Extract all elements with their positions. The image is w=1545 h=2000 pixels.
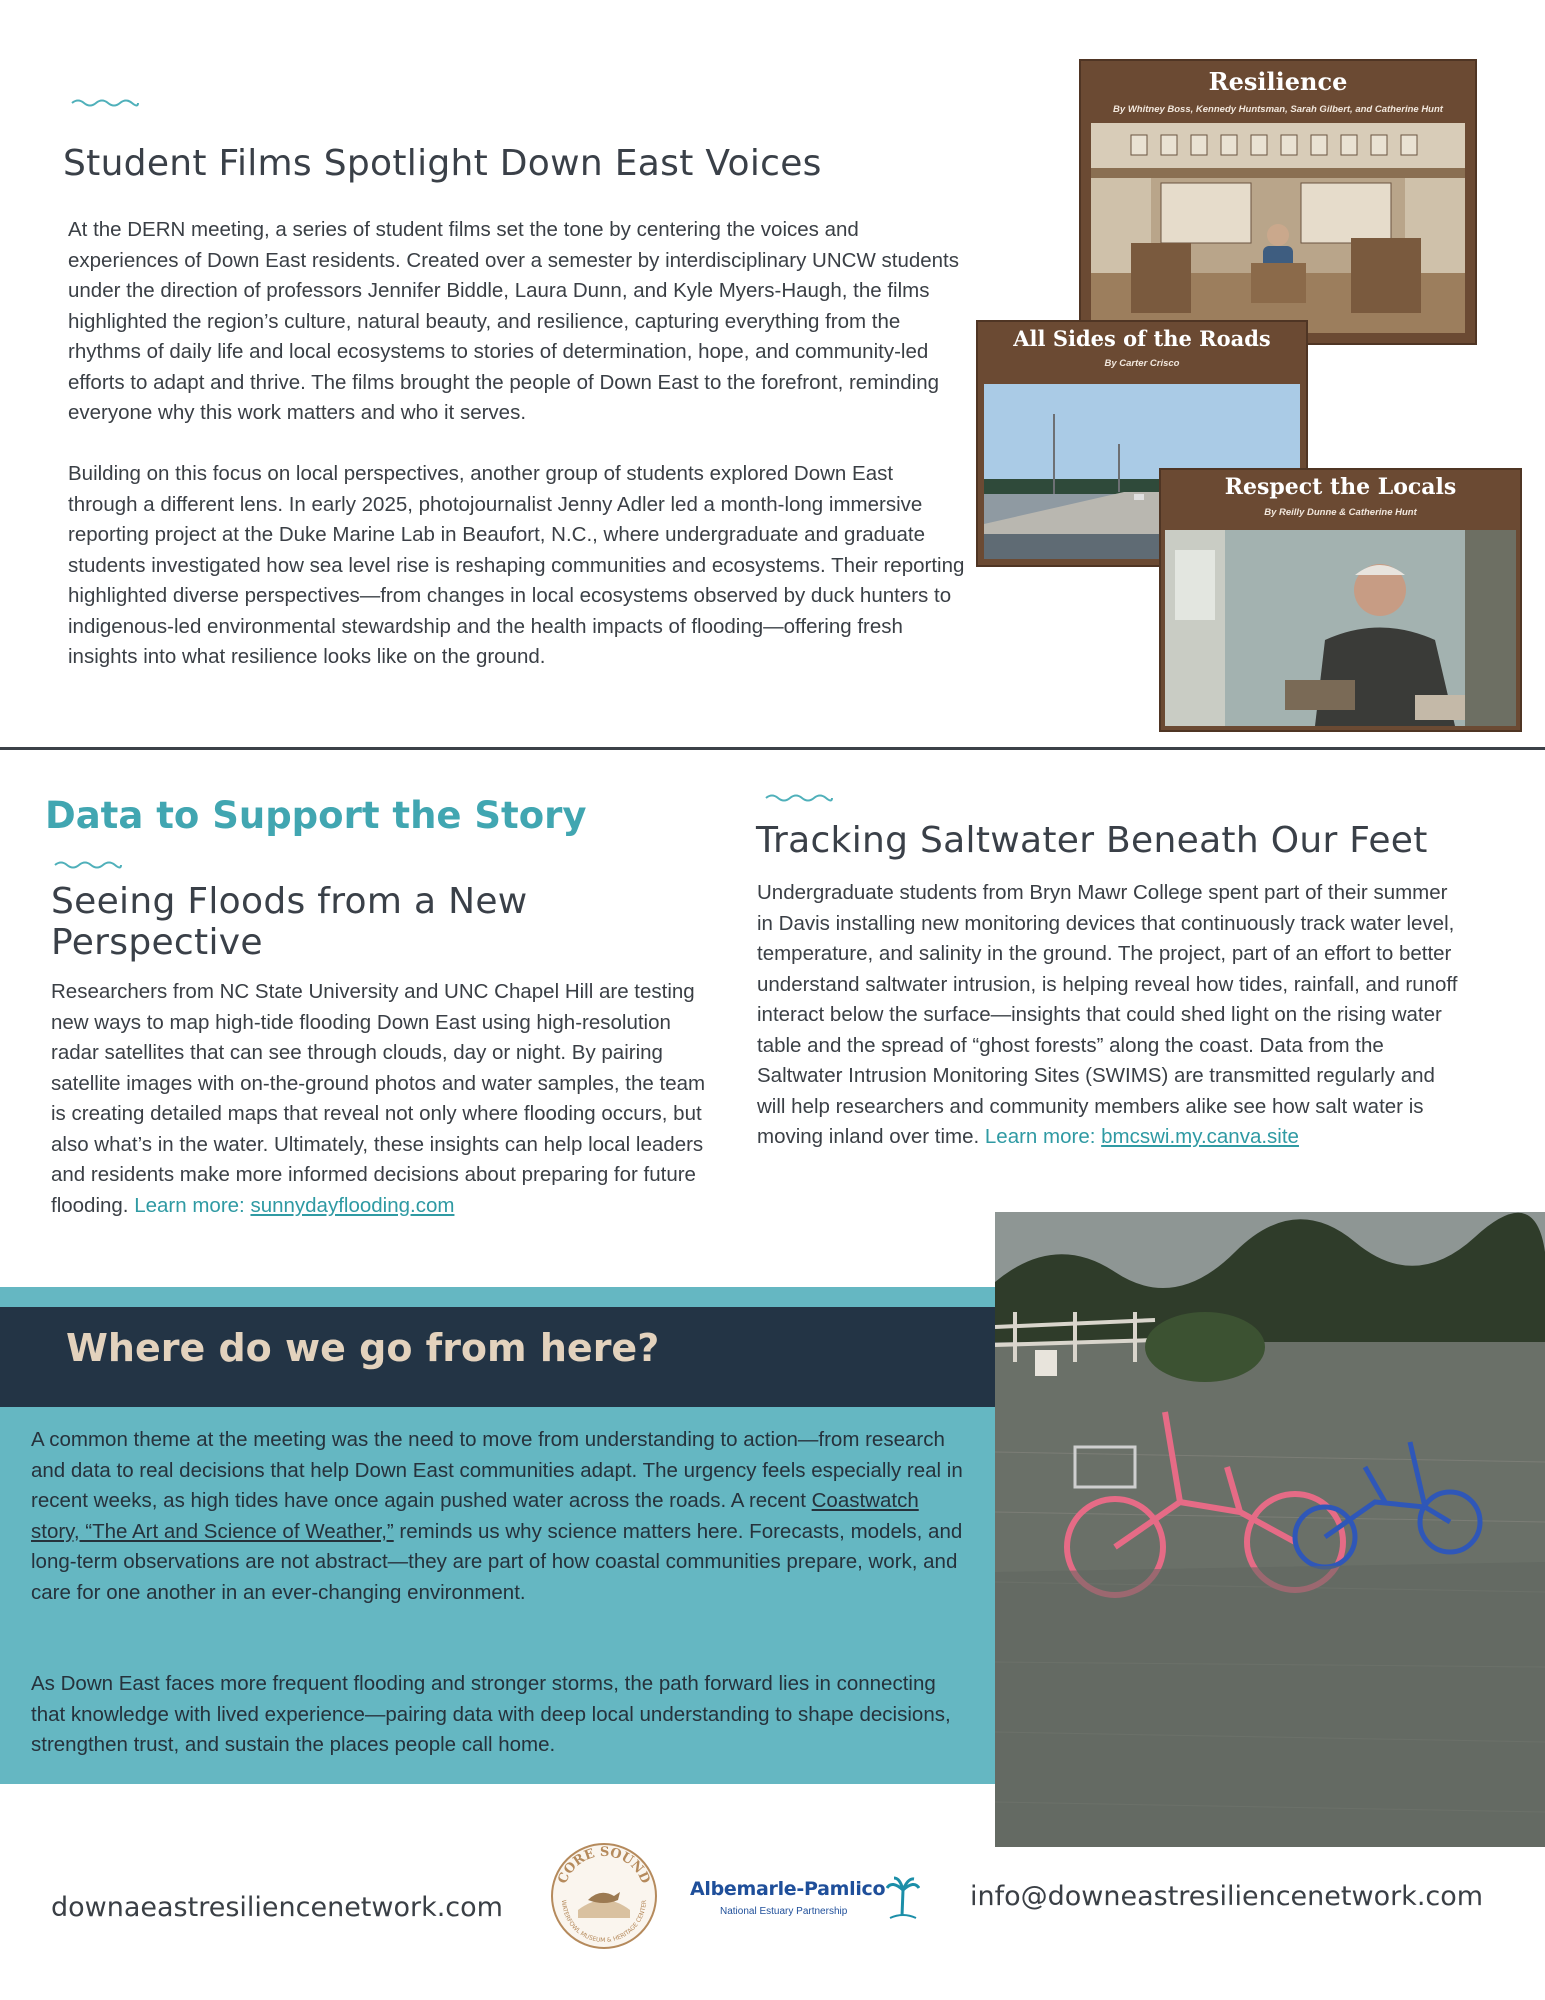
film-still-museum-interior [1091,123,1465,333]
core-sound-logo-text: CORE SOUND [555,1844,653,1887]
top-article-title: Student Films Spotlight Down East Voices [63,143,822,184]
saltwater-article-title: Tracking Saltwater Beneath Our Feet [756,820,1428,861]
where-section-title: Where do we go from here? [66,1326,660,1370]
footer-website[interactable]: downaeastresiliencenetwork.com [51,1892,503,1923]
wave-ornament-icon [53,859,123,871]
saltwater-learn-more-label: Learn more: [984,1125,1096,1148]
core-sound-logo-subtext: WATERFOWL MUSEUM & HERITAGE CENTER [559,1899,649,1945]
core-sound-logo [548,1840,660,1952]
film-credit: By Reilly Dunne & Catherine Hunt [1264,507,1417,518]
wave-ornament-icon [764,792,834,804]
where-p1-after: reminds us why science matters here. Forecasts, models, and long-term observations are not abstract—they are part of how coastal communities prepare, work, and care for one another in an ever-changing environment. [31,1519,963,1604]
floods-article-body [51,977,713,1221]
floods-article-text: Researchers from NC State University and UNC Chapel Hill are testing new ways to map high-tide flooding Down East using high-resolution radar satellites that can see through clouds, day or night. By pairing satellite images with on-the-ground photos and water samples, the team is creating detailed maps that reveal not only where flooding occurs, but also what’s in the water. Ultimately, these insights can help local leaders and residents make more informed decisions about preparing for future flooding. [51,980,706,1217]
film-title: All Sides of the Roads [1013,326,1271,351]
data-section-heading: Data to Support the Story [45,794,587,837]
where-paragraph-2: As Down East faces more frequent flooding and stronger storms, the path forward lies in connecting that knowledge with lived experience—pairing data with deep local understanding to shape decisions, strengthen trust, and sustain the places people call home. [31,1672,951,1756]
film-card-respect-the-locals[interactable] [1159,468,1522,732]
palm-tree-icon [886,1876,920,1920]
saltwater-article-body [757,878,1469,1153]
floods-learn-more-link[interactable]: sunnydayflooding.com [250,1193,455,1217]
where-paragraph-1 [31,1425,971,1608]
floods-learn-more-label: Learn more: [134,1193,245,1217]
wave-ornament-icon [70,97,140,109]
film-credit: By Carter Crisco [1104,358,1180,369]
coastwatch-story-link[interactable]: Coastwatch story, “The Art and Science of Weather,” [31,1489,919,1543]
apnep-logo-subtitle: National Estuary Partnership [720,1906,848,1917]
floods-article-title: Seeing Floods from a New Perspective [51,881,528,963]
film-still-local-man [1165,530,1516,726]
where-p1-before: A common theme at the meeting was the need to move from understanding to action—from research and data to real decisions that help Down East communities adapt. The urgency feels especially real in recent weeks, as high tides have once again pushed water across the roads. A recent [31,1428,963,1512]
top-article-paragraph-1: At the DERN meeting, a series of student films set the tone by centering the voices and experiences of Down East residents. Created over a semester by interdisciplinary UNCW students under the direction of professors Jennifer Biddle, Laura Dunn, and Kyle Myers-Haugh, the films highlighted the region’s culture, natural beauty, and resilience, capturing everything from the rhythms of daily life and local ecosystems to stories of determination, hope, and community-led efforts to adapt and thrive. The films brought the people of Down East to the forefront, reminding everyone why this work matters and who it serves. [68,218,959,424]
film-credit: By Whitney Boss, Kennedy Huntsman, Sarah Gilbert, and Catherine Hunt [1113,104,1443,115]
apnep-logo [688,1876,928,1926]
saltwater-article-text: Undergraduate students from Bryn Mawr College spent part of their summer in Davis installing new monitoring devices that continuously track water level, temperature, and salinity in the ground. The project, part of an effort to better understand saltwater intrusion, is helping reveal how tides, rainfall, and runoff interact below the surface—insights that could shed light on the rising water table and the spread of “ghost forests” along the coast. Data from the Saltwater Intrusion Monitoring Sites (SWIMS) are transmitted regularly and will help researchers and community members alike see how salt water is moving inland over time. [757,881,1458,1148]
top-article-paragraph-2: Building on this focus on local perspectives, another group of students explored Down East through a different lens. In early 2025, photojournalist Jenny Adler led a month-long immersive reporting project at the Duke Marine Lab in Beaufort, N.C., where undergraduate and graduate students investigated how sea level rise is reshaping communities and ecosystems. Their reporting highlighted diverse perspectives—from changes in local ecosystems observed by duck hunters to indigenous-led environmental stewardship and the health impacts of flooding—offering fresh insights into what resilience looks like on the ground. [68,462,965,668]
flooded-bicycles-photo [995,1212,1545,1847]
film-title: Resilience [1208,67,1348,96]
film-title: Respect the Locals [1224,474,1457,500]
saltwater-learn-more-link[interactable]: bmcswi.my.canva.site [1101,1125,1299,1148]
apnep-logo-name: Albemarle-Pamlico [690,1878,886,1900]
footer-email[interactable]: info@downeastresiliencenetwork.com [970,1881,1484,1912]
film-card-resilience[interactable] [1079,59,1477,345]
section-divider [0,747,1545,750]
